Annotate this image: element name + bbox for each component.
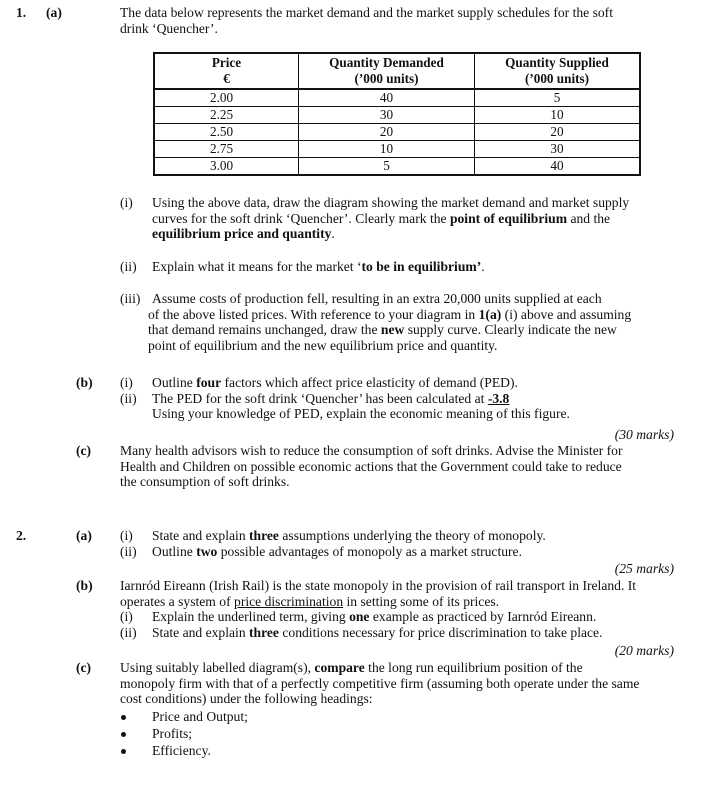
bold-text: three xyxy=(249,528,279,543)
text-segment: (i) above and assuming xyxy=(501,306,632,322)
table-row xyxy=(154,141,640,158)
supply-cell: 10 xyxy=(475,107,641,124)
text-segment: Using the above data, draw the diagram showing the market demand and market supply xyxy=(152,195,630,210)
text-line xyxy=(152,195,629,211)
header-text: Price xyxy=(211,55,242,70)
text-line xyxy=(120,474,623,490)
text-segment: the consumption of soft drinks. xyxy=(120,474,290,490)
supply-cell: 5 xyxy=(475,89,641,107)
q1b-marks: (30 marks) xyxy=(614,427,674,442)
q2a-label: (a) xyxy=(76,528,92,543)
q1b-label: (b) xyxy=(76,375,93,390)
text-line xyxy=(152,625,602,641)
demand-cell: 20 xyxy=(299,124,475,141)
price-cell: 2.75 xyxy=(154,141,299,158)
text-line xyxy=(148,338,631,354)
text-line xyxy=(120,676,639,692)
demand-cell: 5 xyxy=(299,158,475,176)
text-line xyxy=(120,21,613,37)
header-text: Quantity Demanded xyxy=(329,55,444,70)
q1c-label: (c) xyxy=(76,443,92,458)
bold-text: to be in equilibrium’ xyxy=(361,259,482,274)
q1b-ii-label: (ii) xyxy=(120,390,137,406)
table-header-row xyxy=(154,53,640,89)
text-segment: possible advantages of monopoly as a market structure. xyxy=(217,543,522,559)
text-segment: Outline xyxy=(152,375,197,390)
q1b-i-text xyxy=(152,375,518,391)
text-segment: in setting some of its prices. xyxy=(343,593,500,609)
text-line xyxy=(120,459,623,475)
bold-text: point of equilibrium xyxy=(449,210,568,226)
bold-text: one xyxy=(349,609,370,625)
bullet-icon xyxy=(121,749,126,754)
price-cell: 2.25 xyxy=(154,107,299,124)
text-line xyxy=(152,609,596,625)
supply-cell: 40 xyxy=(475,158,641,176)
bullet-icon xyxy=(121,715,126,720)
text-segment: factors which affect price elasticity of demand (PED). xyxy=(221,375,518,390)
text-segment: point of equilibrium and the new equilibrium price and quantity. xyxy=(148,337,498,353)
text-line xyxy=(148,322,631,338)
bold-text: new xyxy=(380,322,405,338)
text-segment: assumptions underlying the theory of monopoly. xyxy=(278,528,546,543)
text-segment: Health and Children on possible economic actions that the Government could take to reduce xyxy=(120,458,622,474)
header-unit: (’000 units) xyxy=(354,71,419,86)
text-line xyxy=(120,660,639,676)
q1a-iii-label: (iii) xyxy=(120,291,141,306)
supply-cell: 30 xyxy=(475,141,641,158)
price-cell: 2.50 xyxy=(154,124,299,141)
bullet-icon xyxy=(121,732,126,737)
q2c-bullet-3: Efficiency. xyxy=(152,743,211,758)
text-line xyxy=(120,594,636,610)
text-segment: the long run equilibrium position of the xyxy=(364,660,583,675)
text-line xyxy=(152,259,485,275)
text-line xyxy=(120,5,613,21)
text-segment: curves for the soft drink ‘Quencher’. Clearly mark the xyxy=(152,210,450,226)
text-line xyxy=(152,406,570,422)
text-segment: Explain the underlined term, giving xyxy=(152,609,350,625)
text-segment: The data below represents the market demand and the market supply schedules for the soft xyxy=(120,5,613,20)
q1a-iii-text xyxy=(152,291,602,307)
q1a-label: (a) xyxy=(46,5,62,20)
q2a-ii-label: (ii) xyxy=(120,543,137,559)
text-segment: monopoly firm with that of a perfectly competitive firm (assuming both operate under the same xyxy=(120,675,640,691)
bold-text: equilibrium price and quantity xyxy=(152,226,332,242)
q1a-i-label: (i) xyxy=(120,195,133,210)
text-segment: of the above listed prices. With reference to your diagram in xyxy=(148,306,479,322)
text-line xyxy=(152,544,522,560)
q2b-label: (b) xyxy=(76,578,93,593)
supply-cell: 20 xyxy=(475,124,641,141)
text-segment: Outline xyxy=(152,543,197,559)
text-line xyxy=(152,391,570,407)
q2c-label: (c) xyxy=(76,660,92,675)
demand-cell: 30 xyxy=(299,107,475,124)
q1a-ii-label: (ii) xyxy=(120,259,137,274)
header-unit: € xyxy=(223,71,230,86)
text-line xyxy=(120,443,623,459)
q2b-i-label: (i) xyxy=(120,609,133,625)
q2c-text xyxy=(120,660,639,707)
text-segment: that demand remains unchanged, draw the xyxy=(148,322,381,338)
bold-text: three xyxy=(249,624,279,640)
text-segment: Using your knowledge of PED, explain the economic meaning of this figure. xyxy=(152,406,570,422)
text-line xyxy=(120,578,636,594)
text-line xyxy=(120,691,639,707)
price-cell: 2.00 xyxy=(154,89,299,107)
q2b-ii-label: (ii) xyxy=(120,624,137,640)
text-segment: supply curve. Clearly indicate the new xyxy=(404,322,617,338)
bold-text: -3.8 xyxy=(487,390,510,406)
header-quantity-demanded xyxy=(299,53,475,89)
text-segment: drink ‘Quencher’. xyxy=(120,20,218,36)
bold-text: two xyxy=(196,543,218,559)
text-line xyxy=(152,375,518,391)
q1b-ii-text xyxy=(152,391,570,422)
text-segment: Explain what it means for the market ‘ xyxy=(152,259,362,274)
q2b-i-text xyxy=(152,609,596,625)
text-segment: and the xyxy=(567,210,611,226)
q1b-i-label: (i) xyxy=(120,375,133,390)
q2a-i-text xyxy=(152,528,546,544)
bold-text: 1(a) xyxy=(478,306,502,322)
demand-cell: 40 xyxy=(299,89,475,107)
q2a-marks: (25 marks) xyxy=(614,561,674,576)
question-2-number: 2. xyxy=(16,528,27,543)
text-segment: cost conditions) under the following headings: xyxy=(120,691,373,707)
text-segment: example as practiced by Iarnród Eireann. xyxy=(369,609,597,625)
table-row xyxy=(154,89,640,107)
text-line xyxy=(148,307,631,323)
text-segment: . xyxy=(331,226,335,242)
text-segment: . xyxy=(481,259,485,274)
q2c-bullet-2: Profits; xyxy=(152,726,193,741)
table-row xyxy=(154,107,640,124)
q2c-bullet-1: Price and Output; xyxy=(152,709,248,724)
header-price xyxy=(154,53,299,89)
text-segment: conditions necessary for price discrimination to take place. xyxy=(278,624,603,640)
text-segment: State and explain xyxy=(152,528,250,543)
bold-text: four xyxy=(196,375,222,390)
text-segment: Iarnród Eireann (Irish Rail) is the state monopoly in the provision of rail transport in Ireland. It xyxy=(120,578,637,593)
q1a-i-text xyxy=(152,195,629,242)
text-segment: Using suitably labelled diagram(s), xyxy=(120,660,315,675)
question-1-number: 1. xyxy=(16,5,27,20)
header-text: Quantity Supplied xyxy=(505,55,609,70)
demand-cell: 10 xyxy=(299,141,475,158)
q1a-intro xyxy=(120,5,613,36)
text-line xyxy=(152,211,629,227)
bold-text: compare xyxy=(314,660,365,675)
price-cell: 3.00 xyxy=(154,158,299,176)
table-row xyxy=(154,158,640,176)
q1a-iii-continued xyxy=(148,307,631,354)
supply-demand-table xyxy=(153,52,641,176)
q2b-marks: (20 marks) xyxy=(614,643,674,658)
q2b-ii-text xyxy=(152,625,602,641)
q1a-ii-text xyxy=(152,259,485,275)
q2a-ii-text xyxy=(152,544,522,560)
header-unit: (’000 units) xyxy=(524,71,590,86)
text-line xyxy=(152,226,629,242)
text-line xyxy=(152,291,602,307)
q2b-text xyxy=(120,578,636,609)
underlined-text: price discrimination xyxy=(234,593,344,609)
text-line xyxy=(152,528,546,544)
header-quantity-supplied xyxy=(475,53,641,89)
text-segment: State and explain xyxy=(152,624,250,640)
text-segment: Assume costs of production fell, resulting in an extra 20,000 units supplied at each xyxy=(152,291,602,306)
q2a-i-label: (i) xyxy=(120,528,133,543)
q1c-text xyxy=(120,443,623,490)
table-row xyxy=(154,124,640,141)
text-segment: The PED for the soft drink ‘Quencher’ has been calculated at xyxy=(152,390,488,406)
text-segment: operates a system of xyxy=(120,593,235,609)
text-segment: Many health advisors wish to reduce the consumption of soft drinks. Advise the Minister for xyxy=(120,443,623,458)
